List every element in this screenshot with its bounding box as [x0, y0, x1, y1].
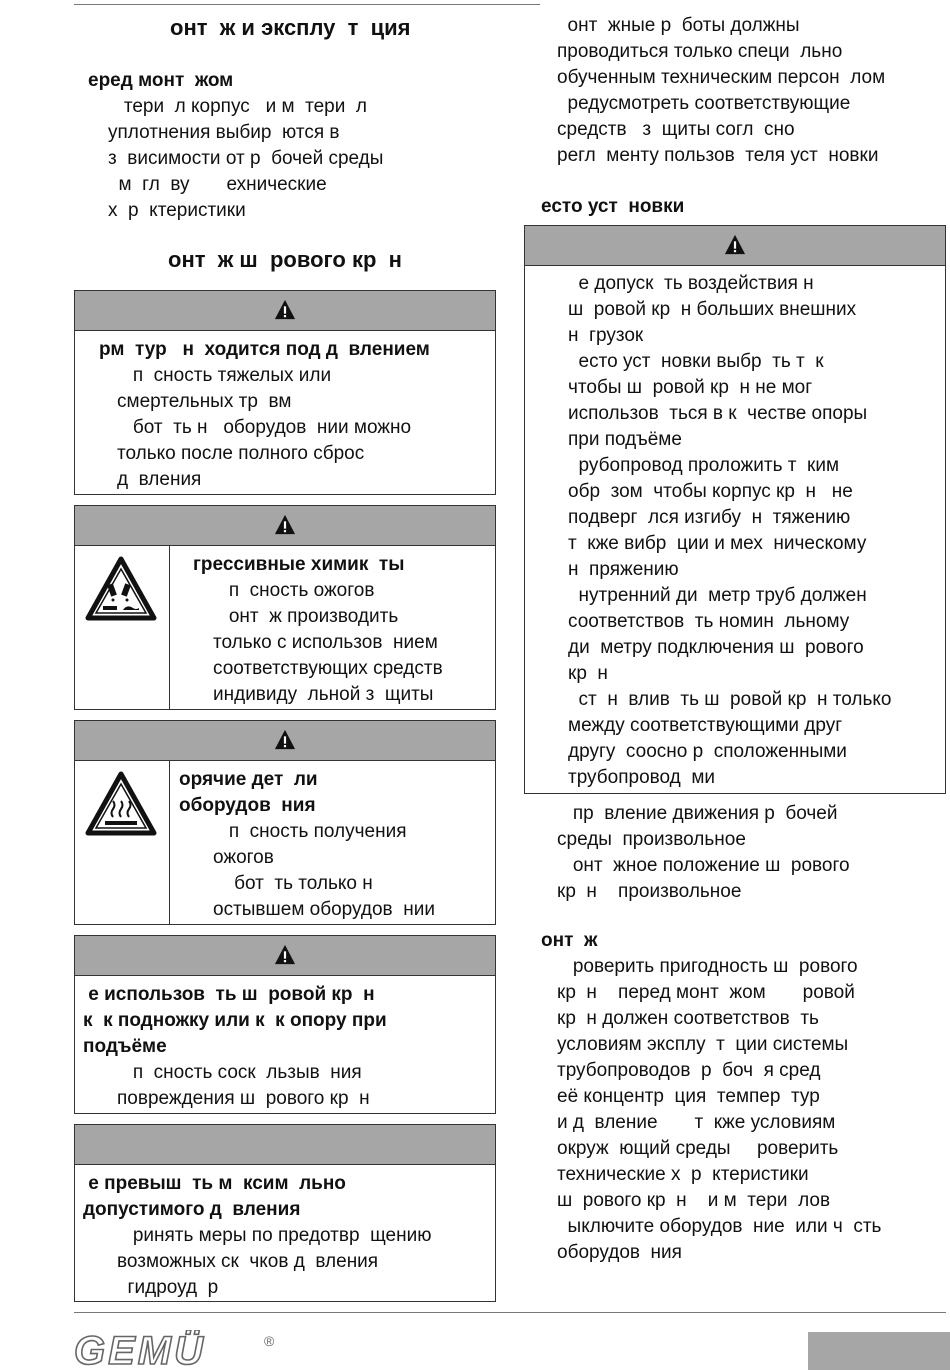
before-mounting-text [108, 94, 383, 224]
text-line: обр зом чтобы корпус кр н не [568, 481, 853, 502]
text-line: ди метру подключения ш рового [568, 637, 864, 658]
text-line: ожогов [213, 847, 274, 868]
intro-text [557, 13, 885, 169]
warning-box-hot-parts [74, 720, 496, 925]
before-mounting-heading: еред монт жом [88, 70, 234, 91]
warning-triangle-icon [724, 234, 746, 256]
caution-box-pressure [74, 1124, 496, 1302]
text-line: технические х р ктеристики [557, 1164, 809, 1185]
warning-title: е использов ть ш ровой кр н [83, 984, 375, 1005]
icon-cell [75, 546, 170, 709]
text-line: кр н должен соответствов ть [557, 1008, 819, 1029]
text-line: м гл ву ехнические [108, 174, 327, 195]
warning-header [525, 226, 945, 266]
text-line: бот ть только н [213, 873, 373, 894]
logo-text: GEMÜ [74, 1330, 206, 1370]
warning-title: подъёме [83, 1036, 167, 1057]
top-rule [74, 4, 540, 5]
text-line: есто уст новки выбр ть т к [568, 351, 824, 372]
flow-direction-text [557, 801, 850, 905]
text-line: п сность ожогов [213, 580, 375, 601]
warning-header [75, 936, 495, 976]
text-line: онт жные р боты должны [557, 15, 800, 36]
text-line: возможных ск чков д вления [117, 1251, 379, 1272]
warning-body [75, 761, 495, 924]
warning-box-footstep [74, 935, 496, 1114]
warning-text [193, 552, 443, 708]
text-line: рубопровод проложить т ким [568, 455, 840, 476]
text-line: оборудов ния [557, 1242, 682, 1263]
hot-surface-hazard-icon [85, 771, 157, 837]
text-line: остывшем оборудов нии [213, 899, 435, 920]
text-line: кр н произвольное [557, 881, 742, 902]
warning-body [75, 331, 495, 493]
text-line: нутренний ди метр труб должен [568, 585, 867, 606]
caution-body [75, 1165, 495, 1301]
text-line: ринять меры по предотвр щению [117, 1225, 432, 1246]
warning-header [75, 506, 495, 546]
text-line: гидроуд р [117, 1277, 219, 1298]
text-line: е допуск ть воздействия н [568, 273, 814, 294]
text-line: её концентр ция темпер тур [557, 1086, 820, 1107]
text-line: другу соосно р сположенными [568, 741, 847, 762]
footer-rule [74, 1312, 946, 1313]
text-line: онт жное положение ш рового [557, 855, 850, 876]
warning-title: орячие дет ли [179, 769, 318, 790]
text-line: уплотнения выбир ются в [108, 122, 340, 143]
text-line: ш ровой кр н больших внешних [568, 299, 857, 320]
caution-title: допустимого д вления [83, 1199, 301, 1220]
text-line: ыключите оборудов ние или ч сть [557, 1216, 882, 1237]
text-line: использов ться в к честве опоры [568, 403, 868, 424]
warning-title: оборудов ния [179, 795, 316, 816]
text-line: трубопровод ми [568, 767, 715, 788]
mounting-heading: онт ж [541, 930, 598, 951]
text-line: среды произвольное [557, 829, 746, 850]
warning-body [75, 976, 495, 1112]
mounting-text [557, 954, 881, 1266]
text-line: регл менту пользов теля уст новки [557, 145, 879, 166]
section-heading: онт ж ш рового кр н [168, 247, 402, 272]
text-line: обученным техническим персон лом [557, 67, 886, 88]
text-line: кр н перед монт жом ровой [557, 982, 855, 1003]
warning-text [179, 767, 435, 923]
warning-box-chemicals [74, 505, 496, 710]
text-line: соответствующих средств [213, 658, 443, 679]
text-line: д вления [117, 469, 202, 490]
warning-title: рм тур н ходится под д влением [99, 339, 430, 360]
caution-header [75, 1125, 495, 1165]
installation-place-heading: есто уст новки [541, 196, 685, 217]
gemu-logo [74, 1330, 284, 1370]
warning-triangle-icon [274, 944, 296, 966]
text-line: п сность соск льзыв ния [117, 1062, 362, 1083]
text-line: средств з щиты согл сно [557, 119, 795, 140]
page-title: онт ж и эксплу т ция [170, 15, 411, 40]
text-line: редусмотреть соответствующие [557, 93, 851, 114]
text-line: и д вление т кже условиям [557, 1112, 836, 1133]
text-line: онт ж производить [213, 606, 399, 627]
icon-cell [75, 761, 170, 924]
text-line: п сность получения [213, 821, 407, 842]
warning-body [75, 546, 495, 709]
text-line: подверг лся изгибу н тяжению [568, 507, 851, 528]
warning-triangle-icon [274, 299, 296, 321]
text-line: проводиться только специ льно [557, 41, 843, 62]
text-line: ш рового кр н и м тери лов [557, 1190, 831, 1211]
registered-mark: ® [264, 1333, 275, 1349]
text-line: условиям эксплу т ции системы [557, 1034, 849, 1055]
text-line: индивиду льной з щиты [213, 684, 434, 705]
text-line: роверить пригодность ш рового [557, 956, 858, 977]
warning-header [75, 721, 495, 761]
text-line: при подъёме [568, 429, 682, 450]
text-line: п сность тяжелых или [117, 365, 332, 386]
warning-title: грессивные химик ты [193, 554, 405, 575]
warning-body [525, 266, 945, 791]
warning-box-installation [524, 225, 946, 794]
page-number-tab [808, 1332, 950, 1370]
text-line: только после полного сброс [117, 443, 365, 464]
text-line: кр н [568, 663, 608, 684]
text-line: ст н влив ть ш ровой кр н только [568, 689, 892, 710]
caution-title: е превыш ть м ксим льно [83, 1173, 346, 1194]
text-line: трубопроводов р боч я сред [557, 1060, 821, 1081]
warning-triangle-icon [274, 514, 296, 536]
text-line: повреждения ш рового кр н [117, 1088, 370, 1109]
text-line: окруж ющий среды роверить [557, 1138, 839, 1159]
text-line: смертельных тр вм [117, 391, 292, 412]
warning-title: к к подножку или к к опору при [83, 1010, 387, 1031]
text-line: только с использов нием [213, 632, 438, 653]
text-line: между соответствующими друг [568, 715, 843, 736]
warning-header [75, 291, 495, 331]
text-line: тери л корпус и м тери л [108, 96, 367, 117]
warning-triangle-icon [274, 729, 296, 751]
text-line: н пряжению [568, 559, 679, 580]
text-line: соответствов ть номин льному [568, 611, 850, 632]
text-line: н грузок [568, 325, 644, 346]
text-line: з висимости от р бочей среды [108, 148, 384, 169]
text-line: х р ктеристики [108, 200, 246, 221]
warning-box-pressure [74, 290, 496, 495]
text-line: чтобы ш ровой кр н не мог [568, 377, 813, 398]
text-line: бот ть н оборудов нии можно [117, 417, 412, 438]
corrosive-hazard-icon [85, 556, 157, 622]
text-line: т кже вибр ции и мех ническому [568, 533, 867, 554]
text-line: пр вление движения р бочей [557, 803, 838, 824]
